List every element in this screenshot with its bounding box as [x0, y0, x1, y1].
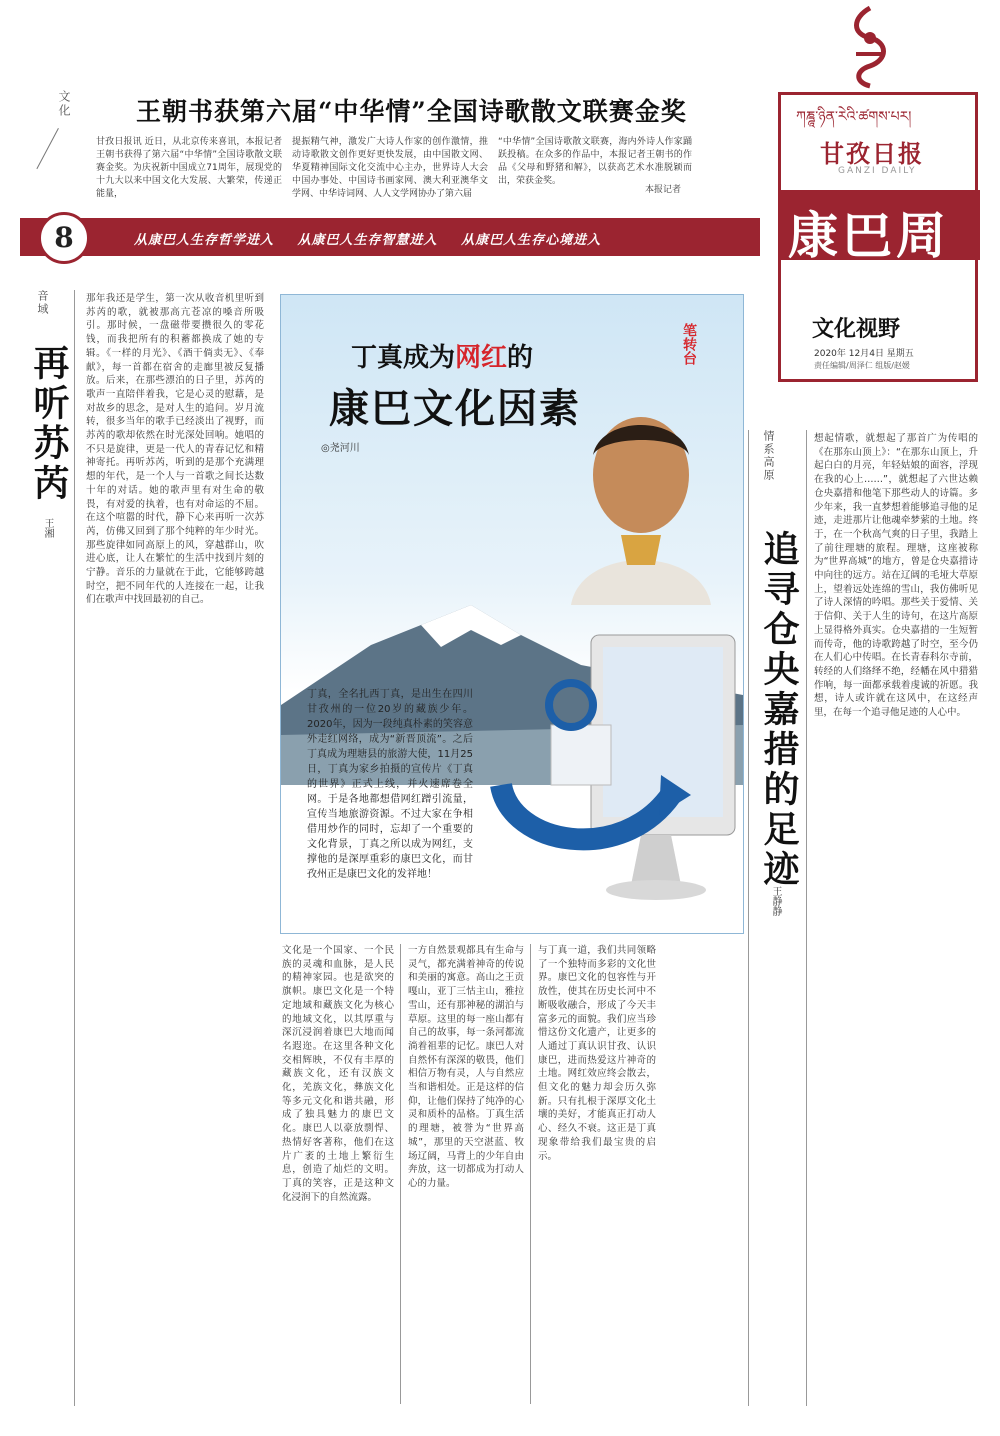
right-body: 想起情歌，就想起了那首广为传唱的《在那东山顶上》：“在那东山顶上，升起白白的月亮，年轻姑娘的面容，浮现在我的心上……”，就想起了六世达赖仓央嘉措和他笔下那些动人的诗篇。多少年来，我一直梦想着能够追寻他的足迹，走进那片让他魂牵梦萦的土地。终于，在一个秋高气爽的日子里，我踏上了前往理塘的旅程。理塘，这座被称为“世界高城”的地方，曾是仓央嘉措诗中向往的远方。站在辽阔的毛垭大草原上，望着远处连绵的雪山，我仿佛听见了诗人深情的吟唱。那些关于爱情、关于信仰、关于人生的诗句，在这片高原上显得格外真实。仓央嘉措的一生短暂而传奇，他的诗歌跨越了时空，至今仍在人们心中传唱。在长青春科尔寺前，转经的人们络绎不绝，经幡在风中猎猎作响，每一面都承载着虔诚的祈愿。我想，诗人或许就在这风中，在这经声里，在每一个追寻他足迹的人心中。: [814, 433, 978, 719]
paper-name: 甘孜日报: [820, 139, 924, 168]
pen-icon: ◎: [321, 443, 330, 454]
masthead-ornament: [842, 4, 898, 90]
feature-title-line2: 康巴文化因素: [329, 385, 581, 432]
news-col-3: “中华情”全国诗歌散文联赛，海内外诗人作家踊跃投稿。在众多的作品中，本报记者王朝书的作品《父母和野猪和解》，以获高艺术水准脱颖而出，荣获金奖。: [498, 137, 692, 186]
right-category: 情系高原: [762, 430, 775, 482]
page-banner: [20, 218, 760, 256]
computer-monitor-illustration: [481, 625, 741, 915]
knot-logo-icon: [842, 4, 898, 90]
feature-body-col1: 文化是一个国家、一个民族的灵魂和血脉，是人民的精神家园。也是欲突的旗帜。康巴文化是一个特定地域和藏族文化为核心的地域文化，以其厚重与深沉浸润着康巴大地而闻名遐迩。在这里各种文化交相辉映，不仅有丰厚的藏族文化，还有汉族文化，羌族文化，彝族文化等多元文化和谐共融，形成了独具魅力的康巴文化。康巴人以豪放剽悍、热情好客著称，他们在这片广袤的土地上繁衍生息，创造了灿烂的文明。丁真的笑容，正是这种文化浸润下的自然流露。: [282, 945, 394, 1203]
right-title: 追寻仓央嘉措的足迹: [758, 530, 800, 890]
feature-author: [321, 439, 360, 454]
feature-intro: 丁真，全名扎西丁真，是出生在四川甘孜州的一位20岁的藏族少年。2020年，因为一段纯真朴素的笑容意外走红网络，成为“新晋顶流”。之后丁真成为理塘县的旅游大使，11月25日，丁真为家乡拍摄的宣传片《丁真的世界》正式上线，并火速席卷全网。于是各地都想借网红蹭引流量，宣传当地旅游资源。不过大家在争相借用炒作的同时，忘却了一个重要的文化背景，丁真之所以成为网红，支撑他的是深厚重彩的康巴文化，而甘孜州正是康巴文化的发祥地！: [307, 689, 473, 880]
news-byline: 本报记者: [645, 185, 682, 195]
editors-line: 责任编辑/周泽仁 组版/赵媛: [814, 361, 910, 370]
motto-1: 从康巴人生存哲学进入: [134, 233, 275, 248]
feature-body-col2: 一方自然景观都具有生命与灵气，都充满着神奇的传说和美丽的寓意。高山之王贡嘎山，亚丁三怙主山，雅拉雪山，还有那神秘的湖泊与草原。这里的每一座山都有自己的故事，每一条河都流淌着祖辈的记忆。康巴人对自然怀有深深的敬畏，他们相信万物有灵，人与自然应当和谐相处。正是这样的信仰，让他们保持了纯净的心灵和质朴的品格。丁真生活的理塘，被誉为“世界高城”，那里的天空湛蓝、牧场辽阔，马背上的少年自由奔放，这一切都成为打动人心的力量。: [408, 945, 524, 1189]
page-number: 8: [38, 212, 90, 264]
feature-poster: [280, 294, 744, 934]
right-divider-2: [806, 430, 807, 1406]
masthead-tibetan: ཀཎྜཱ་ཉིན་རེའི་ཚགས་པར།: [796, 109, 912, 125]
right-author: 王静静: [770, 886, 781, 916]
title-highlight: 网红: [455, 343, 508, 373]
motto-2: 从康巴人生存智慧进入: [297, 233, 438, 248]
feature-divider-1: [400, 944, 401, 1404]
motto-3: 从康巴人生存心境进入: [461, 233, 602, 248]
feature-title-line1: [351, 337, 533, 374]
title-part2: 的: [507, 343, 534, 373]
news-col-2: 提振精气神，激发广大诗人作家的创作激情，推动诗歌散文创作更好更快发展，由中国散文网、华夏精神国际文化交流中心主办，世界诗人大会中国办事处、中国诗书画家网、澳大利亚澳华文学网、中华诗词网、人人文学网协办了第六届: [292, 137, 488, 199]
section-title: 文化视野: [812, 316, 901, 342]
section-slash: [36, 128, 58, 169]
right-divider: [748, 430, 749, 1406]
news-col-1: 甘孜日报讯 近日，从北京传来喜讯，本报记者王朝书获得了第六届“中华情”全国诗歌散文联赛金奖。为庆祝新中国成立71周年，展现党的十九大以来中国文化大发展、大繁荣，传递正能量，: [96, 137, 282, 199]
portrait-figure: [551, 405, 731, 605]
column-tag: 笔转台: [681, 323, 697, 365]
paper-name-en: GANZI DAILY: [838, 166, 917, 176]
section-label: 文化: [57, 90, 71, 118]
banner-mottos: [134, 229, 619, 248]
feature-author-name: 尧河川: [329, 443, 360, 454]
left-author: 王湘: [42, 518, 53, 538]
feature-body-col3: 与丁真一道，我们共同领略了一个独特而多彩的文化世界。康巴文化的包容性与开放性，使其在历史长河中不断吸收融合，形成了今天丰富多元的面貌。我们应当珍惜这份文化遗产，让更多的人通过丁真认识甘孜、认识康巴，进而热爱这片神奇的土地。网红效应终会散去，但文化的魅力却会历久弥新。只有扎根于深厚文化土壤的美好，才能真正打动人心、经久不衰。这正是丁真现象带给我们最宝贵的启示。: [538, 945, 656, 1162]
left-category: 音域: [36, 290, 49, 316]
news-headline: 王朝书获第六届“中华情”全国诗歌散文联赛金奖: [136, 97, 687, 126]
issue-date: 2020年 12月4日 星期五: [814, 349, 914, 359]
title-part1: 丁真成为: [351, 343, 456, 373]
left-body: 那年我还是学生，第一次从收音机里听到苏芮的歌，就被那高亢苍凉的嗓音所吸引。那时候，一盘磁带要攒很久的零花钱，而我把所有的积蓄都换成了她的专辑。《一样的月光》、《酒干倘卖无》、《奉献》，每一首都在宿舍的走廊里被反复播放。后来，在那些漂泊的日子里，苏芮的歌声一直陪伴着我，它是心灵的慰藉，是对故乡的思念，是对人生的追问。岁月流转，很多当年的歌手已经淡出了视野，而苏芮的歌却依然在时光深处回响。她唱的不只是旋律，更是一代人的青春记忆和精神寄托。再听苏芮，听到的是那个充满理想的年代，是一个人与一首歌之间长达数十年的对话。她的歌声里有对生命的敬畏，有对爱的执着，也有对命运的不屈。在这个喧嚣的时代，静下心来再听一次苏芮，仿佛又回到了那个纯粹的年少时光。那些旋律如同高原上的风，穿越群山，吹进心底，让人在繁忙的生活中找到片刻的宁静。音乐的力量就在于此，它能够跨越时空，把不同年代的人连接在一起，让我们在歌声中找回最初的自己。: [86, 293, 264, 606]
feature-divider-2: [530, 944, 531, 1404]
left-divider: [74, 290, 75, 1406]
weekly-title: 康巴周末: [788, 206, 950, 337]
left-title: 再听苏芮: [28, 344, 70, 504]
